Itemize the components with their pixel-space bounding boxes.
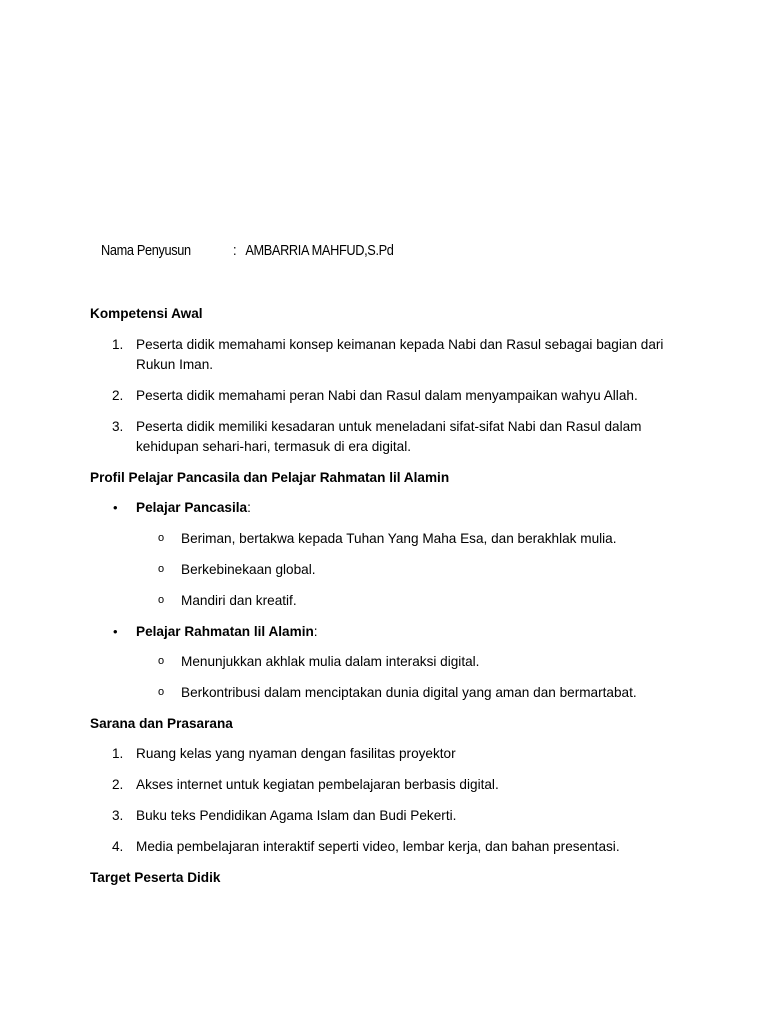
author-name: AMBARRIA MAHFUD,S.Pd (245, 243, 394, 259)
list-item-text: Peserta didik memiliki kesadaran untuk meneladani sifat-sifat Nabi dan Rasul dalam (136, 419, 642, 434)
group-colon: : (313, 624, 318, 639)
section-heading-sarana: Sarana dan Prasarana (90, 716, 233, 731)
bullet-icon: • (113, 500, 118, 515)
section-heading-target: Target Peserta Didik (90, 870, 221, 885)
sub-item-text: Beriman, bertakwa kepada Tuhan Yang Maha Esa, dan berakhlak mulia. (181, 531, 617, 546)
author-colon: : (233, 243, 237, 259)
circle-bullet-icon: o (158, 655, 165, 667)
list-item-text: Peserta didik memahami peran Nabi dan Rasul dalam menyampaikan wahyu Allah. (136, 388, 638, 403)
list-item-text: kehidupan sehari-hari, termasuk di era digital. (136, 439, 412, 454)
sub-item-text: Menunjukkan akhlak mulia dalam interaksi digital. (181, 654, 480, 669)
group-colon: : (247, 500, 251, 515)
list-number: 2. (112, 388, 124, 403)
bullet-icon: • (113, 624, 118, 639)
list-item-text: Media pembelajaran interaktif seperti video, lembar kerja, dan bahan presentasi. (136, 839, 620, 854)
circle-bullet-icon: o (158, 532, 165, 544)
sub-item-text: Berkebinekaan global. (181, 562, 316, 577)
sub-item-text: Berkontribusi dalam menciptakan dunia digital yang aman dan bermartabat. (181, 685, 637, 700)
circle-bullet-icon: o (158, 594, 165, 606)
circle-bullet-icon: o (158, 686, 165, 698)
sub-item-text: Mandiri dan kreatif. (181, 593, 297, 608)
list-item-text: Peserta didik memahami konsep keimanan kepada Nabi dan Rasul sebagai bagian dari (136, 337, 664, 352)
list-item-text: Buku teks Pendidikan Agama Islam dan Budi Pekerti. (136, 808, 457, 823)
list-number: 2. (112, 777, 124, 792)
author-label: Nama Penyusun (101, 243, 191, 259)
list-number: 3. (112, 419, 124, 434)
list-number: 1. (112, 746, 124, 761)
list-number: 1. (112, 337, 124, 352)
group-title: Pelajar Rahmatan lil Alamin (136, 624, 314, 639)
list-item-text: Akses internet untuk kegiatan pembelajaran berbasis digital. (136, 777, 499, 792)
section-heading-profil: Profil Pelajar Pancasila dan Pelajar Rahmatan lil Alamin (90, 470, 450, 485)
list-item-text: Ruang kelas yang nyaman dengan fasilitas proyektor (136, 746, 456, 761)
group-title: Pelajar Pancasila (136, 500, 248, 515)
circle-bullet-icon: o (158, 563, 165, 575)
list-item-text: Rukun Iman. (136, 357, 214, 372)
section-heading-kompetensi: Kompetensi Awal (90, 306, 203, 321)
list-number: 3. (112, 808, 124, 823)
list-number: 4. (112, 839, 124, 854)
